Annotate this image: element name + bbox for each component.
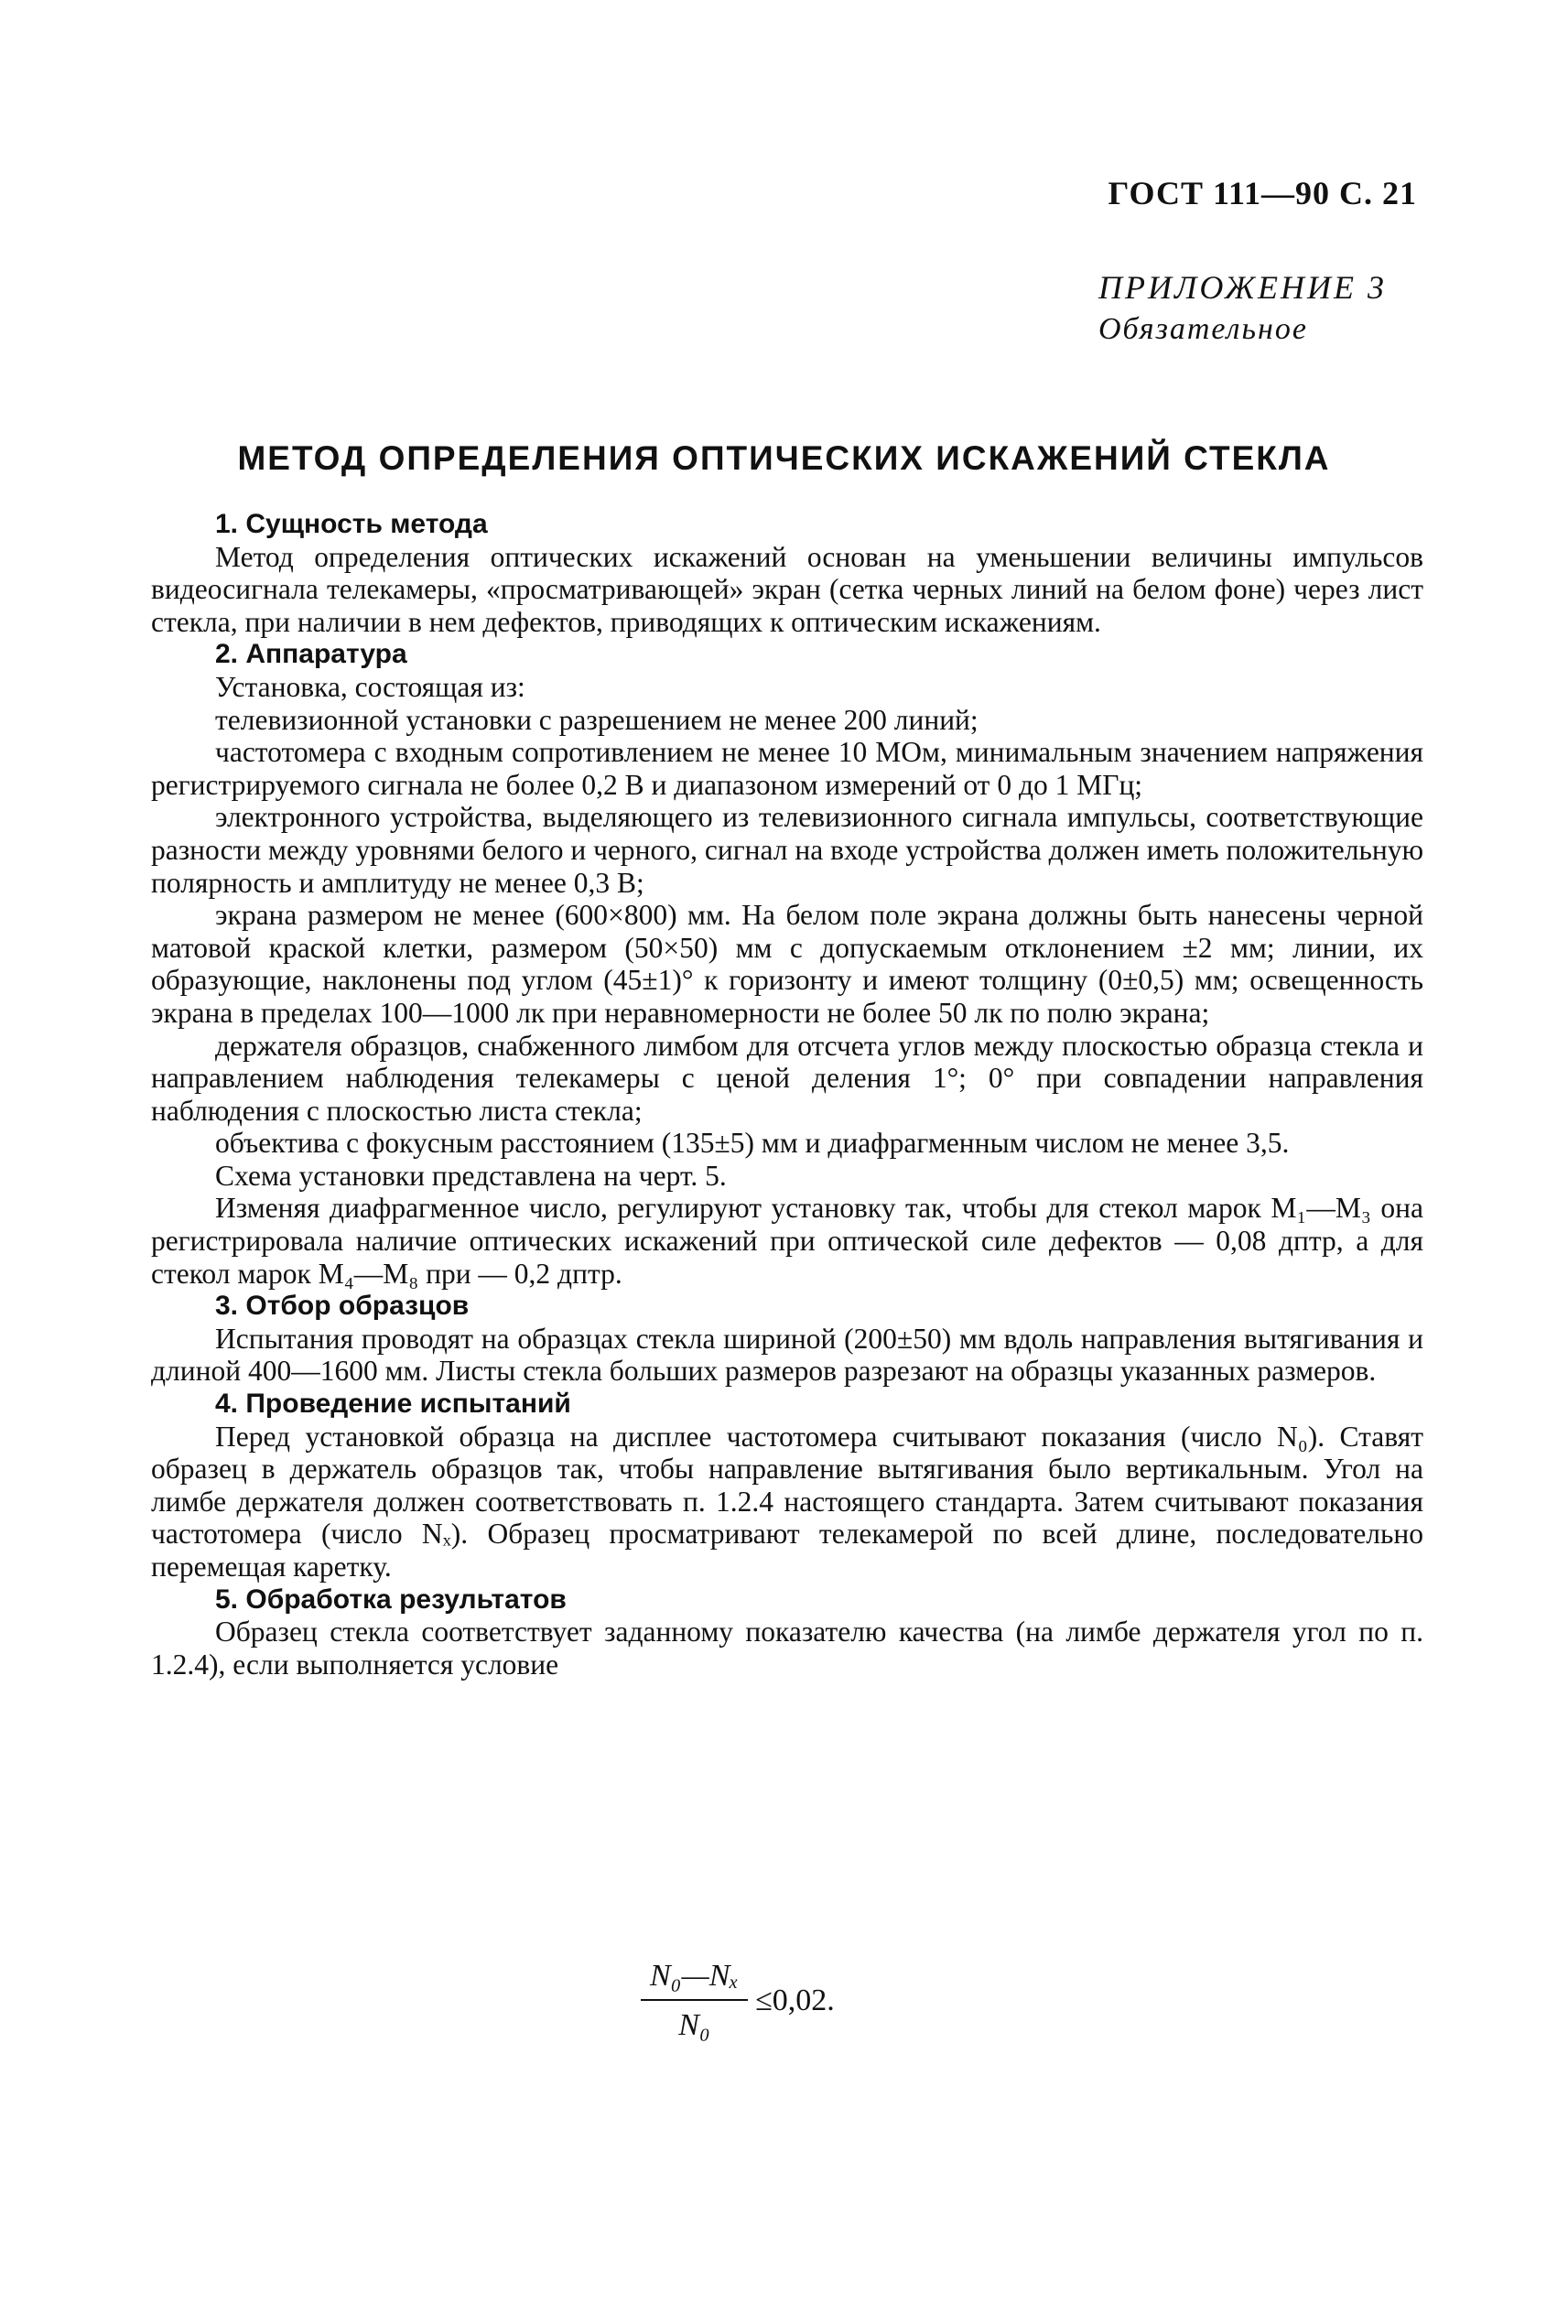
- appendix-subtitle: Обязательное: [1098, 312, 1308, 346]
- paragraph: Перед установкой образца на дисплее частотомера считывают показания (число N₀). Ставят образец в держатель образцов так, чтобы направление вытягивания было вертикальным. Угол на лимбе держателя должен соответствовать п. 1.2.4 настоящего стандарта. Затем считывают показания частотомера (число Nₓ). Образец просматривают телекамерой по всей длине, последовательно перемещая каретку.: [151, 1420, 1423, 1583]
- document-title: МЕТОД ОПРЕДЕЛЕНИЯ ОПТИЧЕСКИХ ИСКАЖЕНИЙ СТЕКЛА: [237, 439, 1331, 477]
- document-body: [151, 508, 1423, 1681]
- formula-denominator: N₀: [678, 2008, 710, 2042]
- appendix-block: [1098, 265, 1428, 350]
- section-heading: 3. Отбор образцов: [215, 1291, 470, 1322]
- paragraph: Образец стекла соответствует заданному показателю качества (на лимбе держателя угол по п. 1.2.4), если выполняется условие: [151, 1616, 1423, 1681]
- paragraph: частотомера с входным сопротивлением не менее 10 МОм, минимальным значением напряжения регистрируемого сигнала не более 0,2 В и диапазоном измерений от 0 до 1 МГц;: [151, 736, 1423, 801]
- section-heading: 1. Сущность метода: [215, 509, 488, 539]
- section-heading: 4. Проведение испытаний: [215, 1389, 571, 1420]
- appendix-title: ПРИЛОЖЕНИЕ 3: [1098, 269, 1387, 306]
- paragraph: Изменяя диафрагменное число, регулируют установку так, чтобы для стекол марок М₁—М₃ она регистрировала наличие оптических искажений при оптической силе дефектов — 0,08 дптр, а для стекол марок М₄—М₈ при — 0,2 дптр.: [151, 1192, 1423, 1290]
- paragraph: Метод определения оптических искажений основан на уменьшении величины импульсов видеосигнала телекамеры, «просматривающей» экран (сетка черных линий на белом фоне) через лист стекла, при наличии в нем дефектов, приводящих к оптическим искажениям.: [151, 540, 1423, 638]
- paragraph: Установка, состоящая из:: [215, 670, 525, 703]
- paragraph: экрана размером не менее (600×800) мм. На белом поле экрана должны быть нанесены черной матовой краской клетки, размером (50×50) мм с допускаемым отклонением ±2 мм; линии, их образующие, наклонены под углом (45±1)° к горизонту и имеют толщину (0±0,5) мм; освещенность экрана в пределах 100—1000 лк при неравномерности не более 50 лк по полю экрана;: [151, 899, 1423, 1029]
- paragraph: телевизионной установки с разрешением не менее 200 линий;: [215, 703, 979, 736]
- section-heading: 2. Аппаратура: [215, 639, 407, 670]
- paragraph: держателя образцов, снабженного лимбом для отсчета углов между плоскостью образца стекла и направлением наблюдения телекамеры с ценой деления 1°; 0° при совпадении направления наблюдения с плоскостью листа стекла;: [151, 1029, 1423, 1127]
- formula-numerator: N₀—Nₓ: [641, 1959, 748, 2001]
- paragraph: Испытания проводят на образцах стекла шириной (200±50) мм вдоль направления вытягивания и длиной 400—1600 мм. Листы стекла больших размеров разрезают на образцы указанных размеров.: [151, 1322, 1423, 1388]
- quality-condition-formula: [641, 1959, 835, 2043]
- page-header: ГОСТ 111—90 С. 21: [1108, 175, 1417, 211]
- section-heading: 5. Обработка результатов: [215, 1584, 567, 1615]
- paragraph: объектива с фокусным расстоянием (135±5) мм и диафрагменным числом не менее 3,5.: [215, 1127, 1290, 1160]
- paragraph: электронного устройства, выделяющего из телевизионного сигнала импульсы, соответствующие разности между уровнями белого и черного, сигнал на входе устройства должен иметь положительную полярность и амплитуду не менее 0,3 В;: [151, 801, 1423, 899]
- formula-rhs: ≤0,02.: [755, 1984, 835, 2017]
- paragraph: Схема установки представлена на черт. 5.: [215, 1159, 727, 1192]
- formula-fraction: [641, 1959, 748, 2043]
